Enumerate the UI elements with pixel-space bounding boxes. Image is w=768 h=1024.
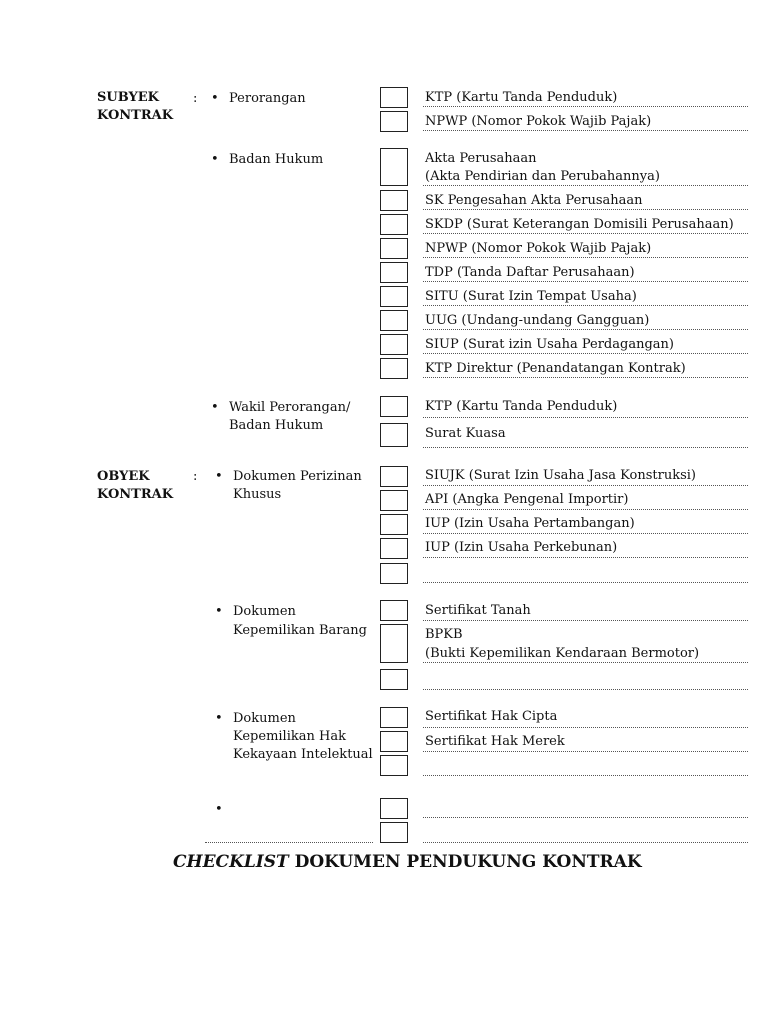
checkbox-hak-cipta[interactable] bbox=[380, 707, 408, 728]
item-bpkb-detail: (Bukti Kepemilikan Kendaraan Bermotor) bbox=[425, 646, 700, 661]
bullet: • bbox=[211, 91, 219, 106]
checkbox-api[interactable] bbox=[380, 490, 408, 511]
checkbox-skdp[interactable] bbox=[380, 214, 408, 235]
dotted-line bbox=[423, 353, 748, 354]
bullet: • bbox=[215, 469, 223, 484]
item-surat-kuasa: Surat Kuasa bbox=[425, 426, 506, 441]
dotted-line bbox=[423, 775, 748, 776]
dotted-line bbox=[423, 533, 748, 534]
checkbox-sertifikat-tanah[interactable] bbox=[380, 600, 408, 621]
item-npwp-badan: NPWP (Nomor Pokok Wajib Pajak) bbox=[425, 241, 652, 256]
page-title bbox=[173, 852, 642, 872]
dotted-line bbox=[423, 377, 748, 378]
checkbox-blank[interactable] bbox=[380, 798, 408, 819]
dotted-line bbox=[423, 817, 748, 818]
dotted-line bbox=[423, 447, 748, 448]
item-akta-pendirian: (Akta Pendirian dan Perubahannya) bbox=[425, 169, 660, 184]
dotted-line bbox=[423, 662, 748, 663]
wakil-label-line2: Badan Hukum bbox=[229, 418, 324, 433]
dotted-line bbox=[423, 233, 748, 234]
item-ktp-direktur: KTP Direktur (Penandatangan Kontrak) bbox=[425, 361, 686, 376]
bullet: • bbox=[211, 152, 219, 167]
checkbox-sk-pengesahan[interactable] bbox=[380, 190, 408, 211]
item-sk-pengesahan: SK Pengesahan Akta Perusahaan bbox=[425, 193, 643, 208]
item-hak-merek: Sertifikat Hak Merek bbox=[425, 734, 565, 749]
subyek-label-line1: SUBYEK bbox=[97, 90, 159, 105]
checkbox-hak-merek[interactable] bbox=[380, 731, 408, 752]
checkbox-npwp[interactable] bbox=[380, 111, 408, 132]
dotted-line bbox=[423, 557, 748, 558]
item-bpkb: BPKB bbox=[425, 627, 463, 642]
perizinan-label-line1: Dokumen Perizinan bbox=[233, 469, 362, 484]
checkbox-blank[interactable] bbox=[380, 669, 408, 690]
checkbox-blank[interactable] bbox=[380, 822, 408, 843]
item-skdp: SKDP (Surat Keterangan Domisili Perusahaan) bbox=[425, 217, 734, 232]
item-uug: UUG (Undang-undang Gangguan) bbox=[425, 313, 650, 328]
wakil-label-line1: Wakil Perorangan/ bbox=[229, 400, 351, 415]
item-siup: SIUP (Surat izin Usaha Perdagangan) bbox=[425, 337, 674, 352]
dotted-line bbox=[423, 329, 748, 330]
checkbox-surat-kuasa[interactable] bbox=[380, 423, 408, 447]
checkbox-uug[interactable] bbox=[380, 310, 408, 331]
checkbox-iup-tambang[interactable] bbox=[380, 514, 408, 535]
item-siujk: SIUJK (Surat Izin Usaha Jasa Konstruksi) bbox=[425, 468, 696, 483]
dotted-line bbox=[423, 842, 748, 843]
subyek-colon: : bbox=[193, 91, 198, 106]
item-ktp: KTP (Kartu Tanda Penduduk) bbox=[425, 90, 618, 105]
bullet: • bbox=[215, 802, 223, 817]
bullet: • bbox=[215, 604, 223, 619]
dotted-line bbox=[423, 727, 748, 728]
item-api: API (Angka Pengenal Importir) bbox=[425, 492, 629, 507]
dotted-line bbox=[423, 209, 748, 210]
checkbox-tdp[interactable] bbox=[380, 262, 408, 283]
checkbox-iup-kebun[interactable] bbox=[380, 538, 408, 559]
dotted-line bbox=[423, 281, 748, 282]
checkbox-npwp-badan[interactable] bbox=[380, 238, 408, 259]
item-ktp-wakil: KTP (Kartu Tanda Penduduk) bbox=[425, 399, 618, 414]
dotted-line bbox=[423, 417, 748, 418]
dotted-line bbox=[423, 751, 748, 752]
checkbox-situ[interactable] bbox=[380, 286, 408, 307]
perizinan-label-line2: Khusus bbox=[233, 487, 282, 502]
item-situ: SITU (Surat Izin Tempat Usaha) bbox=[425, 289, 637, 304]
badan-hukum-label: Badan Hukum bbox=[229, 152, 324, 167]
checkbox-akta-perusahaan[interactable] bbox=[380, 148, 408, 186]
checkbox-bpkb[interactable] bbox=[380, 624, 408, 663]
checkbox-blank[interactable] bbox=[380, 755, 408, 776]
item-iup-kebun: IUP (Izin Usaha Perkebunan) bbox=[425, 540, 618, 555]
title-rest: DOKUMEN PENDUKUNG KONTRAK bbox=[288, 852, 642, 872]
dotted-line bbox=[205, 842, 373, 843]
checkbox-ktp-direktur[interactable] bbox=[380, 358, 408, 379]
barang-label-line1: Dokumen bbox=[233, 604, 296, 619]
dotted-line bbox=[423, 689, 748, 690]
subyek-label-line2: KONTRAK bbox=[97, 108, 174, 123]
dotted-line bbox=[423, 509, 748, 510]
obyek-colon: : bbox=[193, 469, 198, 484]
dotted-line bbox=[423, 620, 748, 621]
checkbox-ktp-wakil[interactable] bbox=[380, 396, 408, 417]
item-tdp: TDP (Tanda Daftar Perusahaan) bbox=[425, 265, 635, 280]
hki-label-line2: Kepemilikan Hak bbox=[233, 729, 346, 744]
bullet: • bbox=[215, 711, 223, 726]
checkbox-blank[interactable] bbox=[380, 563, 408, 584]
checkbox-siujk[interactable] bbox=[380, 466, 408, 487]
dotted-line bbox=[423, 130, 748, 131]
checkbox-siup[interactable] bbox=[380, 334, 408, 355]
hki-label-line3: Kekayaan Intelektual bbox=[233, 747, 373, 762]
dotted-line bbox=[423, 305, 748, 306]
item-iup-tambang: IUP (Izin Usaha Pertambangan) bbox=[425, 516, 635, 531]
obyek-label-line1: OBYEK bbox=[97, 469, 150, 484]
item-akta-perusahaan: Akta Perusahaan bbox=[425, 151, 537, 166]
perorangan-label: Perorangan bbox=[229, 91, 306, 106]
item-sertifikat-tanah: Sertifikat Tanah bbox=[425, 603, 531, 618]
dotted-line bbox=[423, 485, 748, 486]
checkbox-ktp[interactable] bbox=[380, 87, 408, 108]
item-hak-cipta: Sertifikat Hak Cipta bbox=[425, 709, 558, 724]
dotted-line bbox=[423, 257, 748, 258]
item-npwp: NPWP (Nomor Pokok Wajib Pajak) bbox=[425, 114, 652, 129]
hki-label-line1: Dokumen bbox=[233, 711, 296, 726]
dotted-line bbox=[423, 106, 748, 107]
obyek-label-line2: KONTRAK bbox=[97, 487, 174, 502]
dotted-line bbox=[423, 185, 748, 186]
title-italic: CHECKLIST bbox=[173, 852, 289, 872]
dotted-line bbox=[423, 582, 748, 583]
barang-label-line2: Kepemilikan Barang bbox=[233, 623, 367, 638]
bullet: • bbox=[211, 400, 219, 415]
